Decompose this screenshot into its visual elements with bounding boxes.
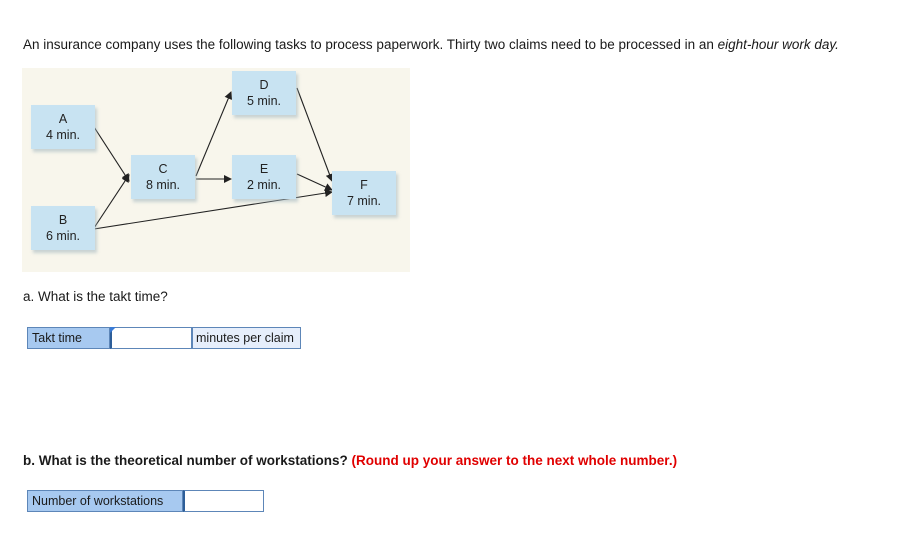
takt-time-field[interactable]	[110, 327, 192, 349]
task-e-time: 2 min.	[246, 178, 282, 192]
task-c-time: 8 min.	[145, 178, 181, 192]
takt-time-label: Takt time	[27, 327, 110, 349]
question-b-text: b. What is the theoretical number of workstations?	[23, 453, 352, 468]
arrow-a-c	[94, 127, 129, 181]
task-node-a	[31, 105, 95, 149]
arrow-e-f	[297, 174, 332, 190]
arrow-b-c	[94, 175, 129, 228]
problem-text: An insurance company uses the following tasks to process paperwork. Thirty two claims need to be processed in an	[23, 37, 718, 52]
task-node-b	[31, 206, 95, 250]
arrow-d-f	[297, 88, 332, 181]
task-node-d	[232, 71, 296, 115]
arrow-c-d	[196, 92, 231, 176]
takt-time-input[interactable]	[110, 327, 192, 349]
task-c-id: C	[158, 162, 168, 176]
task-a-id: A	[58, 112, 68, 126]
question-a: a. What is the takt time?	[23, 289, 168, 304]
task-node-e	[232, 155, 296, 199]
task-node-f	[332, 171, 396, 215]
task-f-id: F	[360, 178, 368, 192]
workstations-input[interactable]	[183, 490, 264, 512]
task-a-time: 4 min.	[45, 128, 81, 142]
task-b-time: 6 min.	[45, 229, 81, 243]
precedence-diagram	[22, 68, 410, 272]
workstations-label: Number of workstations	[27, 490, 183, 512]
task-e-id: E	[259, 162, 269, 176]
arrow-b-f	[94, 192, 332, 229]
task-node-c	[131, 155, 195, 199]
input-flag-icon	[110, 327, 116, 333]
question-b	[23, 453, 677, 468]
problem-statement	[23, 37, 839, 52]
task-b-id: B	[58, 213, 68, 227]
problem-emphasis: eight-hour work day.	[717, 37, 839, 52]
question-b-hint: (Round up your answer to the next whole number.)	[351, 453, 678, 468]
task-d-id: D	[259, 78, 269, 92]
task-d-time: 5 min.	[246, 94, 282, 108]
takt-time-unit: minutes per claim	[192, 327, 301, 349]
task-f-time: 7 min.	[346, 194, 382, 208]
